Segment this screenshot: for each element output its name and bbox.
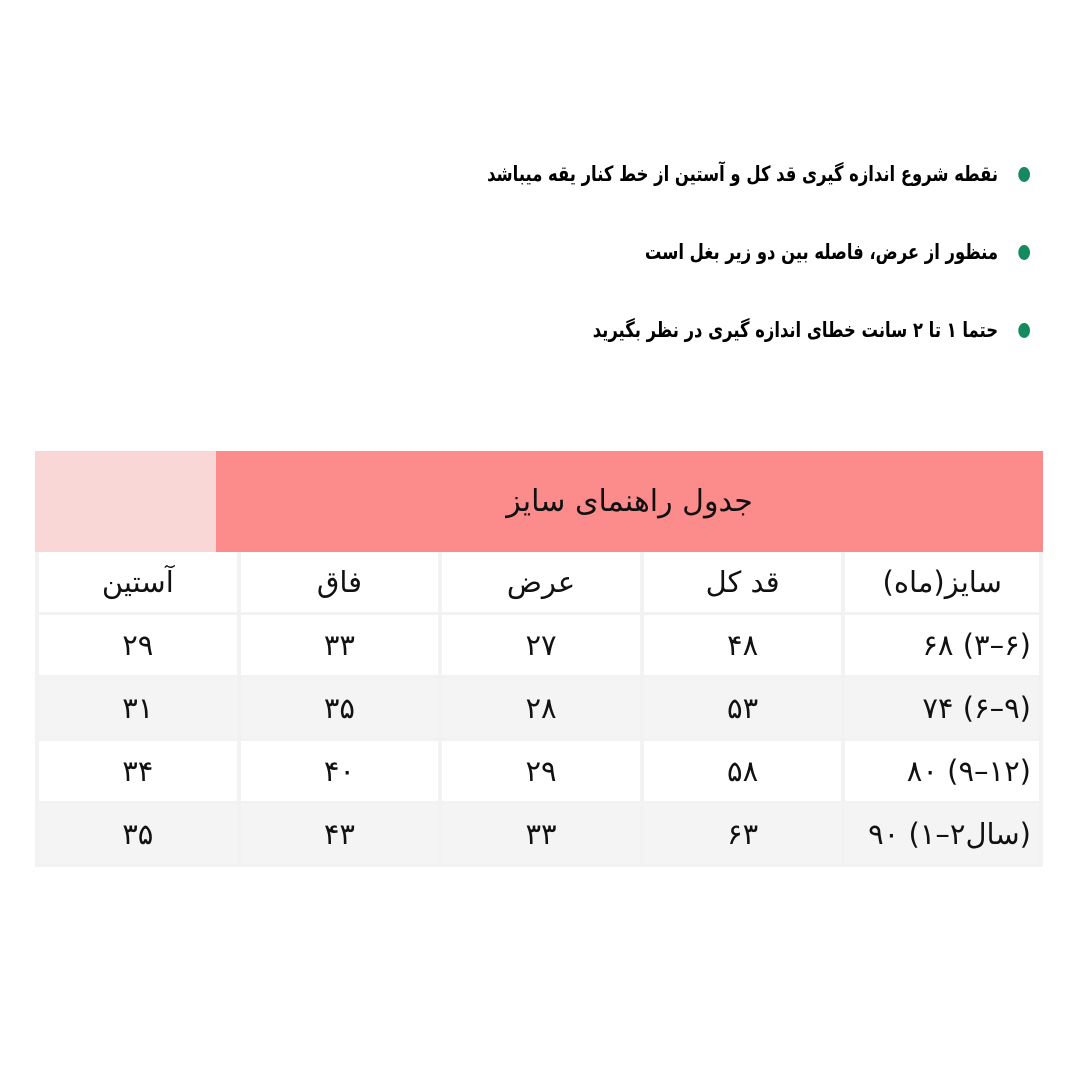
size-value: ۶۸ (۳–۶)	[922, 628, 1031, 662]
cell-sleeve: ۳۵	[35, 804, 237, 867]
header-row	[35, 552, 1043, 615]
size-value: ۹۰ (۱–۲سال)	[868, 817, 1031, 851]
cell-sleeve: ۲۹	[35, 615, 237, 678]
table-title: جدول راهنمای سایز	[216, 451, 1043, 552]
note-text: منظور از عرض، فاصله بین دو زیر بغل است	[644, 240, 999, 264]
bullet-dot-icon	[1018, 245, 1030, 260]
note-text: حتما ۱ تا ۲ سانت خطای اندازه گیری در نظر بگیرید	[592, 318, 999, 342]
header-width: عرض	[438, 552, 640, 615]
cell-height: ۵۸	[640, 741, 842, 804]
note-text: نقطه شروع اندازه گیری قد کل و آستین از خط کنار یقه میباشد	[487, 162, 999, 186]
table-title-row	[35, 451, 1043, 552]
cell-width: ۲۸	[438, 678, 640, 741]
cell-sleeve: ۳۱	[35, 678, 237, 741]
cell-width: ۳۳	[438, 804, 640, 867]
size-guide-table	[35, 451, 1043, 867]
size-grid	[35, 552, 1043, 867]
size-value: ۷۴ (۶–۹)	[922, 691, 1031, 725]
cell-inseam: ۴۰	[237, 741, 439, 804]
cell-height: ۵۳	[640, 678, 842, 741]
cell-inseam: ۳۵	[237, 678, 439, 741]
cell-size	[841, 804, 1043, 867]
table-row	[35, 678, 1043, 741]
table-row	[35, 741, 1043, 804]
note-item	[484, 306, 1030, 354]
note-item	[484, 150, 1030, 198]
cell-size	[841, 741, 1043, 804]
cell-sleeve: ۳۴	[35, 741, 237, 804]
table-row	[35, 615, 1043, 678]
cell-size	[841, 615, 1043, 678]
cell-size	[841, 678, 1043, 741]
cell-width: ۲۹	[438, 741, 640, 804]
title-side-cell	[35, 451, 216, 552]
cell-inseam: ۴۳	[237, 804, 439, 867]
header-inseam: فاق	[237, 552, 439, 615]
header-sleeve: آستین	[35, 552, 237, 615]
cell-height: ۴۸	[640, 615, 842, 678]
size-value: ۸۰ (۹–۱۲)	[906, 754, 1031, 788]
bullet-dot-icon	[1018, 167, 1030, 182]
note-item	[484, 228, 1030, 276]
cell-inseam: ۳۳	[237, 615, 439, 678]
table-row	[35, 804, 1043, 867]
cell-height: ۶۳	[640, 804, 842, 867]
header-height: قد کل	[640, 552, 842, 615]
header-size: سایز(ماه)	[841, 552, 1043, 615]
cell-width: ۲۷	[438, 615, 640, 678]
measurement-notes	[330, 150, 1030, 384]
bullet-dot-icon	[1018, 323, 1030, 338]
